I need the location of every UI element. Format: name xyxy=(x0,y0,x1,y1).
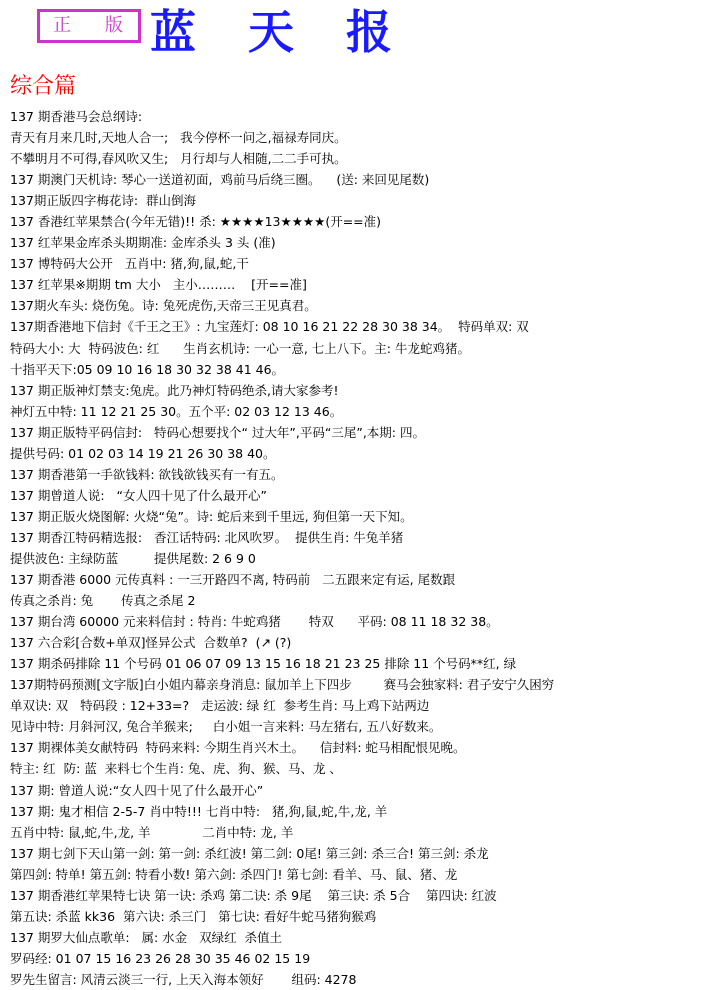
text-line: 137 期正版神灯禁支:兔虎。此乃神灯特码绝杀,请大家参考! xyxy=(10,382,339,398)
text-line: 137 期七剑下天山第一剑: 第一剑: 杀红波! 第二剑: 0尾! 第三剑: 杀三合! 第三剑: 杀龙 xyxy=(10,845,489,861)
text-line: 137 期: 鬼才相信 2-5-7 肖中特!!! 七肖中特: 猪,狗,鼠,蛇,牛,龙, 羊 xyxy=(10,803,388,819)
article-body xyxy=(10,106,710,990)
text-line: 137 六合彩[合数+单双]怪异公式 合数单? (↗ (?) xyxy=(10,635,292,651)
text-line: 137 期香港红苹果特七诀 第一诀: 杀鸡 第二诀: 杀 9尾 第三诀: 杀 5合 第四诀: 红波 xyxy=(10,887,497,903)
text-line: 特码大小: 大 特码波色: 红 生肖玄机诗: 一心一意, 七上八下。主: 牛龙蛇鸡猪。 xyxy=(10,340,470,356)
text-line: 137 期: 曾道人说:“女人四十见了什么最开心” xyxy=(10,782,264,798)
text-line: 137 期杀码排除 11 个号码 01 06 07 09 13 15 16 18 21 23 25 排除 11 个号码**红, 绿 xyxy=(10,656,517,672)
text-line: 137期特码预测[文字版]白小姐内幕亲身消息: 鼠加羊上下四步 赛马会独家料: 君子安宁久困穷 xyxy=(10,677,555,693)
text-line: 提供号码: 01 02 03 14 19 21 26 30 38 40。 xyxy=(10,445,276,461)
text-line: 青天有月来几时,天地人合一; 我今停杯一问之,福禄寿同庆。 xyxy=(10,130,347,146)
text-line: 137 期澳门天机诗: 琴心一送道初面, 鸡前马后绕三圈。 (送: 来回见尾数) xyxy=(10,172,430,188)
text-line: 神灯五中特: 11 12 21 25 30。五个平: 02 03 12 13 46。 xyxy=(10,403,343,419)
text-line: 137 期香港 6000 元传真料 : 一三开路四不离, 特码前 二五跟来定有运, 尾数跟 xyxy=(10,572,456,588)
text-line: 罗码经: 01 07 15 16 23 26 28 30 35 46 02 15 19 xyxy=(10,950,311,966)
text-line: 137 期正版火烧图解: 火烧“兔”。诗: 蛇后来到千里远, 狗但第一天下知。 xyxy=(10,508,413,524)
text-line: 137 期香江特码精选报: 香江话特码: 北风吹罗。 提供生肖: 牛兔羊猪 xyxy=(10,529,404,545)
text-line: 五肖中特: 鼠,蛇,牛,龙, 羊 二肖中特: 龙, 羊 xyxy=(10,824,294,840)
text-line: 137 期香港第一手欲钱料: 欲钱欲钱买有一有五。 xyxy=(10,466,284,482)
text-line: 单双诀: 双 特码段 : 12+33=? 走运波: 绿 红 参考生肖: 马上鸡下站两边 xyxy=(10,698,430,714)
text-line: 137期火车头: 烧伤兔。诗: 兔死虎伤,天帝三王见真君。 xyxy=(10,298,317,314)
text-line: 罗先生留言: 风清云淡三一行, 上天入海本领好 组码: 4278 xyxy=(10,971,357,987)
text-line: 137 期香港马会总纲诗: xyxy=(10,109,143,124)
text-line: 第五诀: 杀蓝 kk36 第六诀: 杀三门 第七诀: 看好牛蛇马猪狗猴鸡 xyxy=(10,908,377,924)
text-line: 137 期裸体美女献特码 特码来料: 今期生肖兴木土。 信封料: 蛇马相配恨见晚。 xyxy=(10,740,466,756)
text-line: 137 期罗大仙点歌单: 属: 水金 双绿红 杀值土 xyxy=(10,929,283,945)
text-line: 137期正版四字梅花诗: 群山倒海 xyxy=(10,193,197,209)
text-line: 137 期台湾 60000 元来料信封 : 特肖: 牛蛇鸡猪 特双 平码: 08 11 18 32 38。 xyxy=(10,614,499,630)
text-line: 137 红苹果金库杀头期期准: 金库杀头 3 头 (准) xyxy=(10,235,276,251)
text-line: 十指平天下:05 09 10 16 18 30 32 38 41 46。 xyxy=(10,361,285,377)
text-line: 137 香港红苹果禁合(今年无错)!! 杀: ★★★★13★★★★(开==准) xyxy=(10,214,382,230)
text-line: 137 期正版特平码信封: 特码心想要找个“ 过大年”,平码“三尾”,本期: 四。 xyxy=(10,424,425,440)
text-line: 见诗中特: 月斜河汉, 兔合羊猴来; 白小姐一言来料: 马左猪右, 五八好数来。 xyxy=(10,719,442,735)
text-line: 特主: 红 防: 蓝 来料七个生肖: 兔、虎、狗、猴、马、龙 、 xyxy=(10,761,342,777)
text-line: 不攀明月不可得,春风吹又生; 月行却与人相随,二二手可执。 xyxy=(10,151,347,167)
text-line: 137 期曾道人说: “女人四十见了什么最开心” xyxy=(10,487,267,503)
text-line: 第四剑: 特单! 第五剑: 特看小数! 第六剑: 杀四门! 第七剑: 看羊、马、鼠、猪、龙 xyxy=(10,866,458,882)
text-line: 传真之杀肖: 兔 传真之杀尾 2 xyxy=(10,593,196,609)
text-line: 137 博特码大公开 五肖中: 猪,狗,鼠,蛇,干 xyxy=(10,256,249,272)
text-line: 137 红苹果※期期 tm 大小 主小……… [开==准] xyxy=(10,277,307,293)
authentic-edition-stamp: 正 版 xyxy=(37,9,141,43)
text-line: 137期香港地下信封《千王之王》: 九宝莲灯: 08 10 16 21 22 28 30 38 34。 特码单双: 双 xyxy=(10,319,529,335)
masthead-title: 蓝天报 xyxy=(150,5,444,59)
section-title: 综合篇 xyxy=(10,74,77,99)
text-line: 提供波色: 主绿防蓝 提供尾数: 2 6 9 0 xyxy=(10,550,256,566)
